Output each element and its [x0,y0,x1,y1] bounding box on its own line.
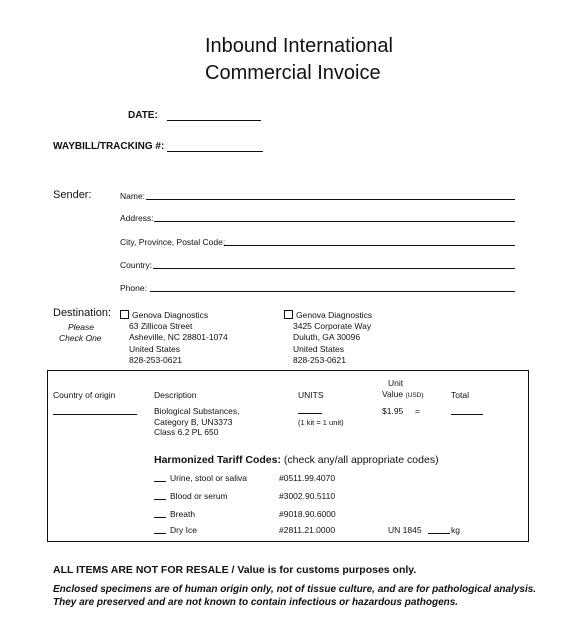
code-label-urine: Urine, stool or saliva [170,473,248,483]
sender-city-field[interactable] [224,245,515,246]
code-check-blood[interactable] [154,499,166,500]
sender-city-label: City, Province, Postal Code: [120,237,226,247]
waybill-field[interactable] [167,151,263,152]
units-field[interactable] [298,413,322,414]
header-total: Total [451,390,469,400]
destination-option-duluth[interactable] [284,310,372,366]
resale-notice: ALL ITEMS ARE NOT FOR RESALE / Value is for customs purposes only. [53,564,417,576]
code-value-urine: #0511.99.4070 [279,473,336,483]
sender-phone-label: Phone: [120,283,147,293]
dest-city: Duluth, GA 30096 [293,332,361,343]
dest-street: 3425 Corporate Way [293,321,372,332]
sender-address-field[interactable] [154,221,515,222]
dest-name: Genova Diagnostics [132,310,209,320]
checkbox-icon[interactable] [284,310,293,319]
waybill-label: WAYBILL/TRACKING #: [53,141,165,152]
country-of-origin-field[interactable] [53,414,137,415]
sender-address-label: Address: [120,213,154,223]
dest-phone: 828-253-0621 [129,354,182,365]
document-title-line2: Commercial Invoice [205,62,381,84]
total-field[interactable] [451,414,483,415]
units-note: (1 kit = 1 unit) [298,418,344,427]
desc-line-2: Category B, UN3373 [154,416,233,427]
checkbox-icon[interactable] [120,310,129,319]
header-units: UNITS [298,390,324,400]
header-unit: Unit [388,378,404,388]
document-title-line1: Inbound International [205,35,393,57]
dest-country: United States [293,343,345,354]
code-value-breath: #9018.90.6000 [279,509,336,519]
kg-unit: kg [451,525,460,535]
code-check-dry-ice[interactable] [154,533,166,534]
code-value-blood: #3002.90.5110 [279,491,336,501]
code-label-dry-ice: Dry Ice [170,525,197,535]
dry-ice-kg-field[interactable] [428,533,450,534]
destination-label: Destination: [53,307,112,319]
code-label-breath: Breath [170,509,196,519]
specimen-note-1: Enclosed specimens are of human origin only, not of tissue culture, and are for pathological analysis. [53,584,537,595]
specimen-note-2: They are preserved and are not known to contain infectious or hazardous pathogens. [53,597,459,608]
header-value-text: Value [382,389,404,399]
sender-country-field[interactable] [153,268,515,269]
sender-name-label: Name: [120,191,146,201]
unit-value: $1.95 [382,406,404,416]
tariff-title: Harmonized Tariff Codes: [154,454,281,466]
tariff-hint: (check any/all appropriate codes) [283,454,439,466]
header-value [382,389,424,399]
un-number: UN 1845 [388,525,422,535]
code-value-dry-ice: #2811.21.0000 [279,525,336,535]
desc-line-3: Class 6.2 PL 650 [154,427,219,437]
date-label: DATE: [128,110,158,121]
dest-phone: 828-253-0621 [293,354,346,365]
dest-country: United States [129,343,181,354]
code-check-breath[interactable] [154,517,166,518]
header-country-of-origin: Country of origin [53,390,116,400]
destination-hint-2: Check One [59,333,102,343]
sender-country-label: Country: [120,260,153,270]
sender-name-field[interactable] [146,199,515,200]
desc-line-1: Biological Substances, [154,406,240,416]
destination-option-asheville[interactable] [120,310,228,366]
header-description: Description [154,390,197,400]
dest-street: 63 Zillicoa Street [129,321,193,332]
dest-name: Genova Diagnostics [296,310,373,320]
tariff-codes-heading [154,454,439,466]
destination-hint-1: Please [68,322,94,332]
sender-phone-field[interactable] [150,291,515,292]
code-check-urine[interactable] [154,481,166,482]
date-field[interactable] [167,120,261,121]
sender-label: Sender: [53,189,92,201]
header-value-currency: (USD) [405,392,424,399]
dest-city: Asheville, NC 28801-1074 [129,332,228,343]
code-label-blood: Blood or serum [170,491,228,501]
equals-sign: = [415,406,420,416]
item-description [154,406,240,438]
